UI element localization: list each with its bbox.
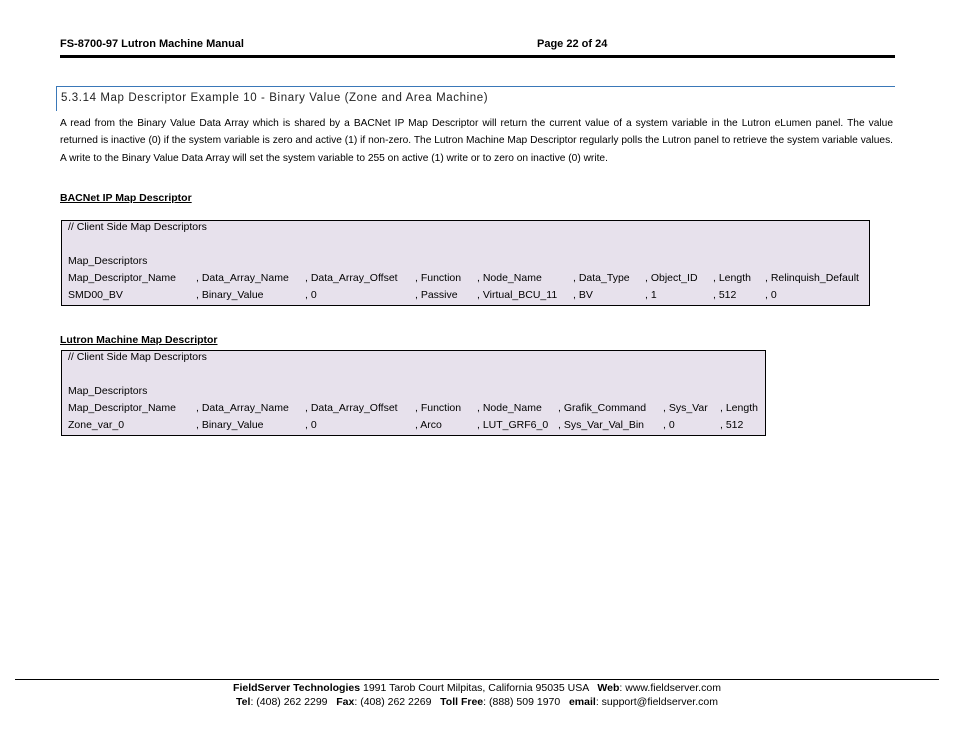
lutron-data-cell: , Binary_Value [196, 419, 264, 431]
footer-address: 1991 Tarob Court Milpitas, California 95035 USA [360, 682, 598, 694]
intro-paragraph: A read from the Binary Value Data Array which is shared by a BACNet IP Map Descriptor will return the current value of a system variable in the Lutron eLumen panel. The value returned is inactive (0) if the system variable is zero and active (1) if non-zero. The Lutron Machine Map Descriptor regularly polls the Lutron panel to retrieve the system variable values. A write to the Binary Value Data Array will set the system variable to 255 on active (1) write or to zero on inactive (0) write. [60, 118, 893, 164]
bacnet-comment: // Client Side Map Descriptors [68, 221, 207, 233]
bacnet-data-cell: , Binary_Value [196, 289, 264, 301]
page-header [60, 38, 894, 56]
header-divider [60, 55, 895, 58]
bacnet-header-cell: , Data_Type [573, 272, 630, 284]
bacnet-data-cell: SMD00_BV [68, 289, 123, 301]
bacnet-data-cell: , 1 [645, 289, 657, 301]
bacnet-data-cell: , Passive [415, 289, 458, 301]
footer-web-link[interactable]: : www.fieldserver.com [619, 682, 721, 694]
lutron-code-box [61, 350, 766, 436]
lutron-header-row [68, 400, 763, 417]
bacnet-data-row [68, 287, 868, 304]
bacnet-header-cell: , Node_Name [477, 272, 542, 284]
footer-tel-label: Tel [236, 696, 251, 708]
bacnet-header-cell: , Length [713, 272, 751, 284]
bacnet-header-row [68, 270, 868, 287]
lutron-header-cell: Map_Descriptor_Name [68, 402, 176, 414]
lutron-data-cell: Zone_var_0 [68, 419, 125, 431]
section-title: 5.3.14 Map Descriptor Example 10 - Binary Value (Zone and Area Machine) [61, 92, 489, 104]
lutron-label: Lutron Machine Map Descriptor [60, 334, 218, 346]
footer-line-1 [0, 682, 954, 694]
section-heading-box [56, 86, 895, 111]
footer-company: FieldServer Technologies [233, 682, 361, 694]
lutron-header-cell: , Node_Name [477, 402, 542, 414]
bacnet-data-cell: , Virtual_BCU_11 [477, 289, 558, 301]
footer-tollfree-label: Toll Free [440, 696, 484, 708]
lutron-header-cell: , Length [720, 402, 758, 414]
lutron-section-name: Map_Descriptors [68, 385, 148, 397]
bacnet-header-cell: , Data_Array_Offset [305, 272, 398, 284]
bacnet-header-cell: , Relinquish_Default [765, 272, 859, 284]
footer-divider [15, 679, 939, 680]
footer-tel-value: : (408) 262 2299 [250, 696, 337, 708]
footer-email-link[interactable]: : support@fieldserver.com [595, 696, 718, 708]
bacnet-code-box [61, 220, 870, 306]
document-title: FS-8700-97 Lutron Machine Manual [60, 38, 244, 50]
lutron-data-cell: , Arco [415, 419, 442, 431]
bacnet-data-cell: , 0 [765, 289, 777, 301]
lutron-header-cell: , Sys_Var [663, 402, 708, 414]
bacnet-section-name: Map_Descriptors [68, 255, 148, 267]
lutron-data-cell: , 0 [663, 419, 675, 431]
page-number: Page 22 of 24 [537, 38, 608, 50]
bacnet-header-cell: , Object_ID [645, 272, 698, 284]
lutron-header-cell: , Function [415, 402, 462, 414]
bacnet-label: BACNet IP Map Descriptor [60, 192, 192, 204]
lutron-data-cell: , 512 [720, 419, 744, 431]
footer-fax-value: : (408) 262 2269 [354, 696, 441, 708]
bacnet-data-cell: , 0 [305, 289, 317, 301]
bacnet-data-cell: , BV [573, 289, 593, 301]
lutron-data-cell: , Sys_Var_Val_Bin [558, 419, 644, 431]
bacnet-header-cell: , Data_Array_Name [196, 272, 289, 284]
bacnet-data-cell: , 512 [713, 289, 737, 301]
lutron-header-cell: , Data_Array_Offset [305, 402, 398, 414]
lutron-header-cell: , Grafik_Command [558, 402, 647, 414]
footer-email-label: email [568, 696, 596, 708]
footer-line-2 [0, 696, 954, 708]
bacnet-header-cell: Map_Descriptor_Name [68, 272, 176, 284]
lutron-data-row [68, 417, 763, 434]
lutron-data-cell: , LUT_GRF6_0 [477, 419, 549, 431]
lutron-comment: // Client Side Map Descriptors [68, 351, 207, 363]
footer-web-label: Web [597, 682, 620, 694]
bacnet-header-cell: , Function [415, 272, 462, 284]
footer-tollfree-value: : (888) 509 1970 [483, 696, 569, 708]
lutron-header-cell: , Data_Array_Name [196, 402, 289, 414]
footer-fax-label: Fax [336, 696, 355, 708]
lutron-data-cell: , 0 [305, 419, 317, 431]
